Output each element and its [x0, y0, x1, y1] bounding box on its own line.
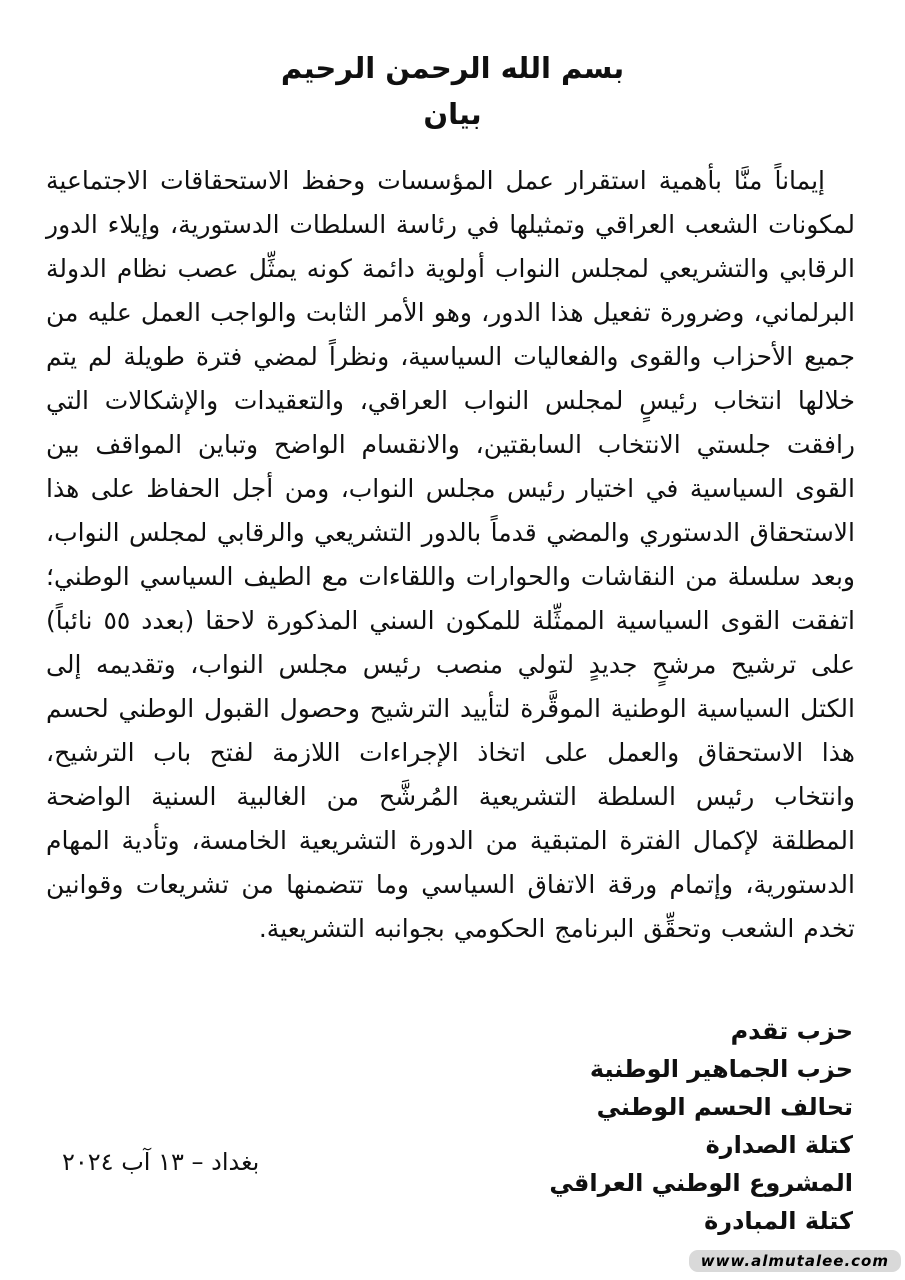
signatory-bloc-sadara: كتلة الصدارة [705, 1131, 853, 1159]
watermark-url: www.almutalee.com [689, 1250, 901, 1272]
signatory-party-taqadum: حزب تقدم [730, 1017, 853, 1045]
basmala-title: بسم الله الرحمن الرحيم [280, 51, 625, 85]
signatory-national-project: المشروع الوطني العراقي [549, 1169, 853, 1197]
signatories-list [549, 1012, 853, 1240]
signatory-party-jamahir: حزب الجماهير الوطنية [589, 1055, 853, 1083]
statement-body: إيماناً منَّا بأهمية استقرار عمل المؤسسات وحفظ الاستحقاقات الاجتماعية لمكونات الشعب العراقي وتمثيلها في رئاسة السلطات الدستورية، وإيلاء الدور الرقابي والتشريعي لمجلس النواب أولوية دائمة كونه يمثِّل عصب نظام الدولة البرلماني، وضرورة تفعيل هذا الدور، وهو الأمر الثابت والواجب العمل عليه من جميع الأحزاب والقوى والفعاليات السياسية، ونظراً لمضي فترة طويلة لم يتم خلالها انتخاب رئيسٍ لمجلس النواب العراقي، والتعقيدات والإشكالات التي رافقت جلستي الانتخاب السابقتين، والانقسام الواضح وتباين المواقف بين القوى السياسية في اختيار رئيس مجلس النواب، ومن أجل الحفاظ على هذا الاستحقاق الدستوري والمضي قدماً بالدور التشريعي والرقابي لمجلس النواب، وبعد سلسلة من النقاشات والحوارات واللقاءات مع الطيف السياسي الوطني؛ اتفقت القوى السياسية الممثِّلة للمكون السني المذكورة لاحقا (بعدد ٥٥ نائباً) على ترشيح مرشحٍ جديدٍ لتولي منصب رئيس مجلس النواب، وتقديمه إلى الكتل السياسية الوطنية الموقَّرة لتأييد الترشيح وحصول القبول الوطني لحسم هذا الاستحقاق والعمل على اتخاذ الإجراءات اللازمة لفتح باب الترشيح، وانتخاب رئيس السلطة التشريعية المُرشَّح من الغالبية السنية الواضحة المطلقة لإكمال الفترة المتبقية من الدورة التشريعية الخامسة، وتأدية المهام الدستورية، وإتمام ورقة الاتفاق السياسي وما تتضمنها من تشريعات وقوانين تخدم الشعب وتحقِّق البرنامج الحكومي بجوانبه التشريعية. [46, 166, 855, 944]
document-header [0, 0, 905, 133]
date-location: بغداد – ١٣ آب ٢٠٢٤ [62, 1148, 260, 1176]
statement-title: بيان [423, 96, 482, 131]
signatory-alliance-hasm: تحالف الحسم الوطني [596, 1093, 853, 1121]
signatory-bloc-mubadara: كتلة المبادرة [704, 1207, 853, 1235]
